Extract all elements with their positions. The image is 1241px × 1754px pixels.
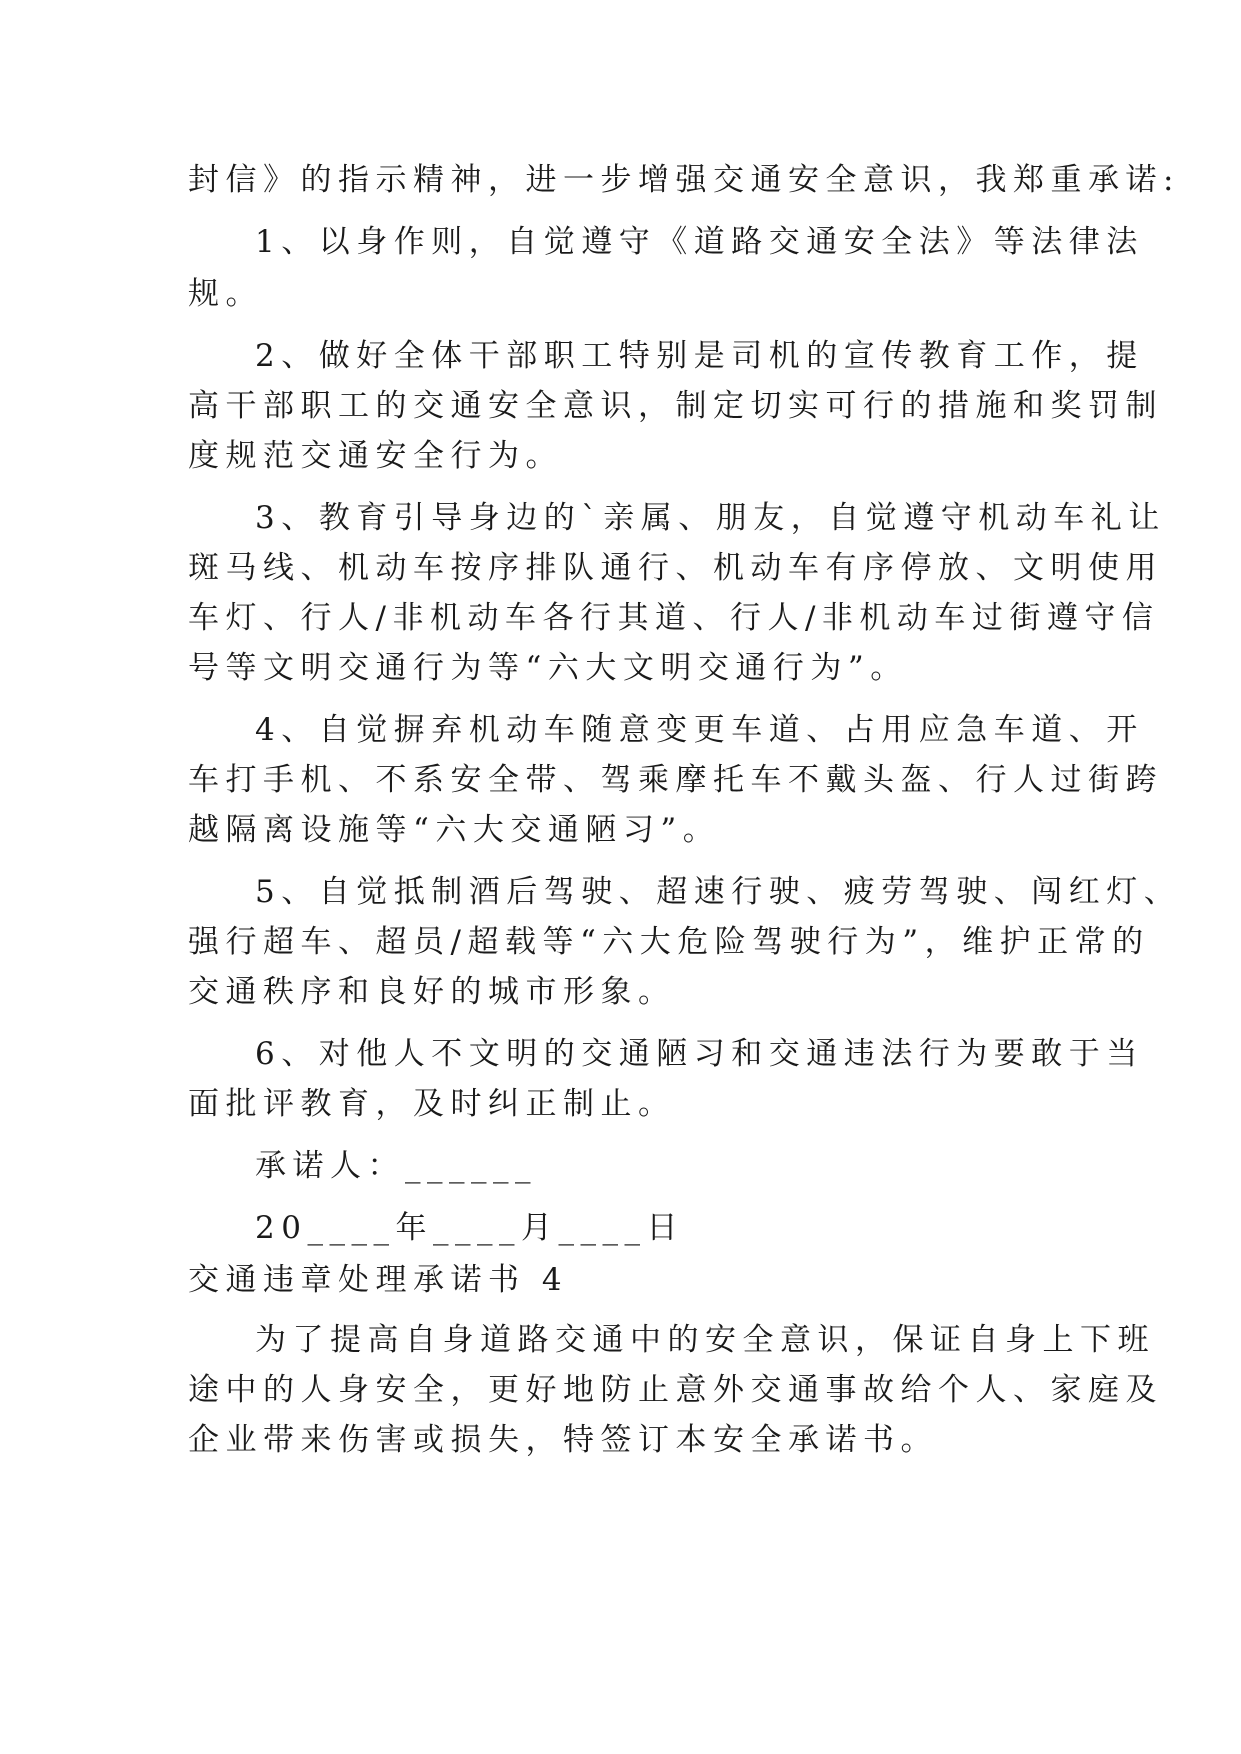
paragraph-line: 车打手机、不系安全带、驾乘摩托车不戴头盔、行人过街跨 [188, 762, 1163, 798]
paragraph-line: 高干部职工的交通安全意识，制定切实可行的措施和奖罚制 [188, 388, 1163, 424]
paragraph-line: 为了提高自身道路交通中的安全意识，保证自身上下班 [255, 1322, 1155, 1358]
paragraph-line: 规。 [188, 276, 263, 312]
paragraph-line: 4、自觉摒弃机动车随意变更车道、占用应急车道、开 [255, 712, 1144, 748]
paragraph-line: 6、对他人不文明的交通陋习和交通违法行为要敢于当 [255, 1036, 1144, 1072]
paragraph-line: 车灯、行人/非机动车各行其道、行人/非机动车过街遵守信 [188, 600, 1160, 636]
section-title: 交通违章处理承诺书 4 [188, 1262, 569, 1298]
paragraph-line: 面批评教育，及时纠正制止。 [188, 1086, 676, 1122]
paragraph-line: 号等文明交通行为等“六大文明交通行为”。 [188, 650, 908, 686]
paragraph-line: 封信》的指示精神，进一步增强交通安全意识，我郑重承诺: [188, 162, 1180, 198]
paragraph-line: 交通秩序和良好的城市形象。 [188, 974, 676, 1010]
paragraph-line: 斑马线、机动车按序排队通行、机动车有序停放、文明使用 [188, 550, 1163, 586]
paragraph-line: 3、教育引导身边的`亲属、朋友，自觉遵守机动车礼让 [255, 500, 1166, 536]
date-line: 20____年____月____日 [255, 1210, 684, 1246]
paragraph-line: 5、自觉抵制酒后驾驶、超速行驶、疲劳驾驶、闯红灯、 [255, 874, 1182, 910]
paragraph-line: 度规范交通安全行为。 [188, 438, 563, 474]
paragraph-line: 强行超车、超员/超载等“六大危险驾驶行为”，维护正常的 [188, 924, 1150, 960]
signature-line: 承诺人：______ [255, 1148, 537, 1184]
paragraph-line: 越隔离设施等“六大交通陋习”。 [188, 812, 721, 848]
paragraph-line: 1、以身作则，自觉遵守《道路交通安全法》等法律法 [255, 224, 1144, 260]
paragraph-line: 企业带来伤害或损失，特签订本安全承诺书。 [188, 1422, 938, 1458]
paragraph-line: 2、做好全体干部职工特别是司机的宣传教育工作，提 [255, 338, 1144, 374]
paragraph-line: 途中的人身安全，更好地防止意外交通事故给个人、家庭及 [188, 1372, 1163, 1408]
